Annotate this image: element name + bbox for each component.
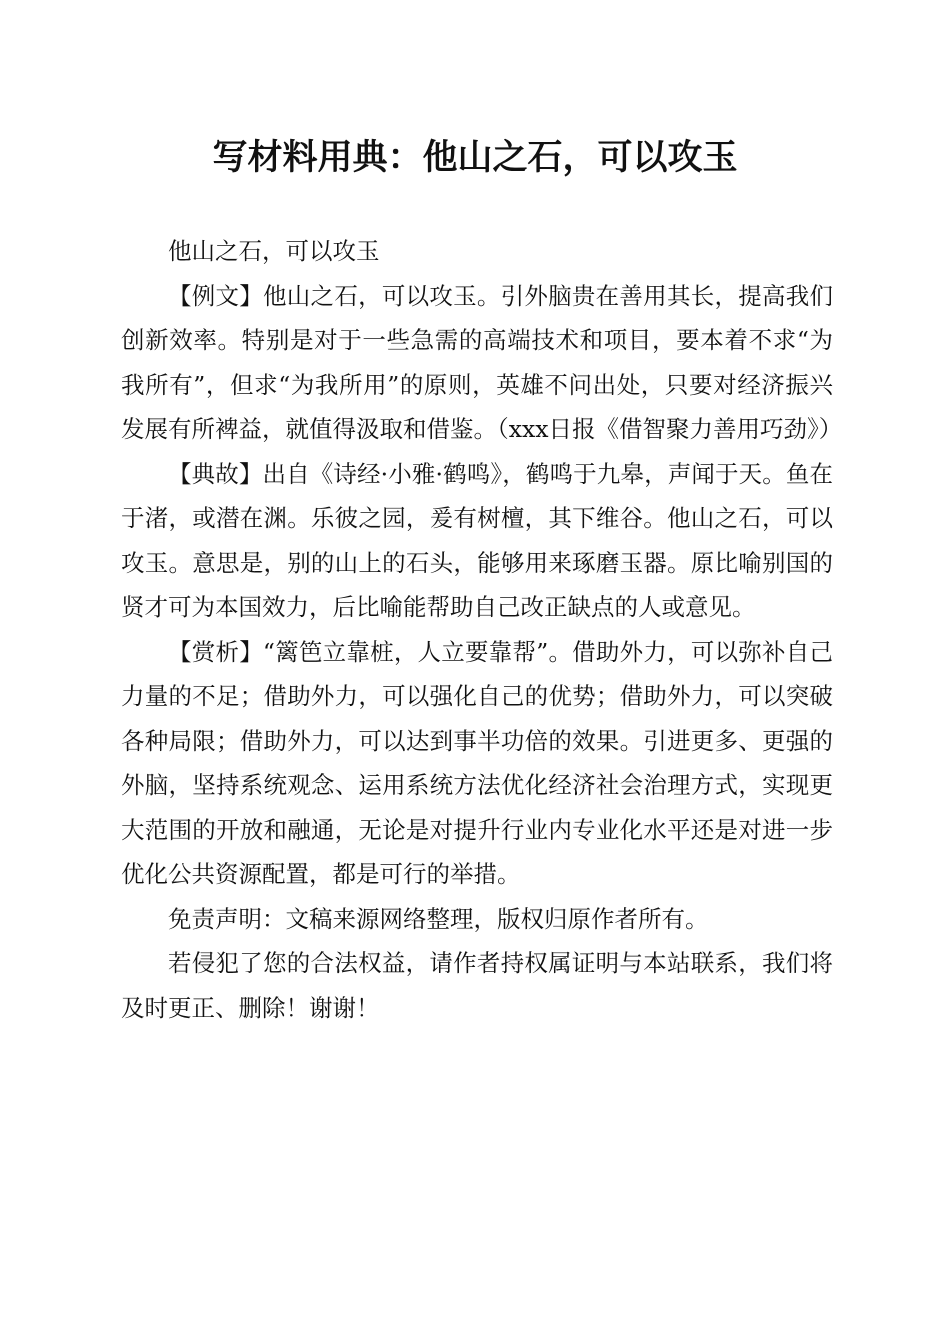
disclaimer-paragraph: 免责声明：文稿来源网络整理，版权归原作者所有。 — [168, 904, 709, 933]
example-paragraph: 【例文】他山之石，可以攻玉。引外脑贵在善用其长，提高我们创新效率。特别是对于一些急需的高端技术和项目，要本着不求“为我所有”，但求“为我所用”的原则，英雄不问出处，只要对经济振兴发展有所裨益，就值得汲取和借鉴。（xxx日报《借智聚力善用巧劲》） — [121, 281, 843, 443]
document-title: 写材料用典：他山之石，可以攻玉 — [212, 137, 738, 178]
analysis-paragraph: 【赏析】“篱笆立靠桩，人立要靠帮”。借助外力，可以弥补自己力量的不足；借助外力，可以强化自己的优势；借助外力，可以突破各种局限；借助外力，可以达到事半功倍的效果。引进更多、更强的外脑，坚持系统观念、运用系统方法优化经济社会治理方式，实现更大范围的开放和融通，无论是对提升行业内专业化水平还是对进一步优化公共资源配置，都是可行的举措。 — [121, 637, 833, 888]
allusion-paragraph: 【典故】出自《诗经·小雅·鹤鸣》，鹤鸣于九皋，声闻于天。鱼在于渚，或潜在渊。乐彼之园，爰有树檀，其下维谷。他山之石，可以攻玉。意思是，别的山上的石头，能够用来琢磨玉器。原比喻别国的贤才可为本国效力，后比喻能帮助自己改正缺点的人或意见。 — [121, 459, 833, 621]
contact-paragraph: 若侵犯了您的合法权益，请作者持权属证明与本站联系，我们将及时更正、删除！谢谢！ — [121, 949, 833, 1022]
document-body — [121, 229, 843, 1030]
subtitle-paragraph: 他山之石，可以攻玉 — [168, 237, 380, 265]
